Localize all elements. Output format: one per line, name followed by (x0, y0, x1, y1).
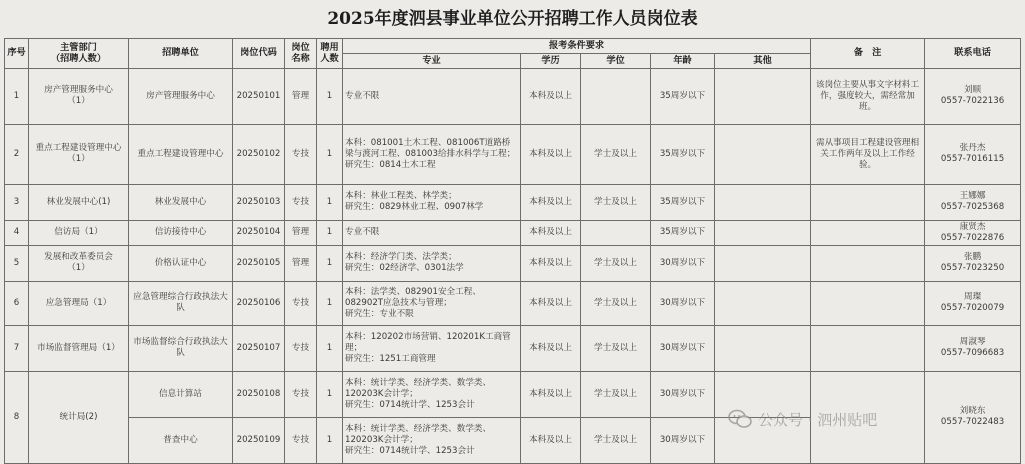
cell-count: 1 (317, 220, 343, 245)
header-requirements: 报考条件要求 (343, 39, 811, 54)
cell-edu: 本科及以上 (521, 417, 581, 463)
cell-age: 30周岁以下 (651, 281, 715, 325)
table-row (5, 220, 1021, 245)
cell-other (715, 325, 811, 371)
cell-code: 20250107 (233, 325, 285, 371)
cell-degree: 学士及以上 (581, 124, 651, 184)
cell-other (715, 281, 811, 325)
cell-dept: 重点工程建设管理中心（1） (29, 124, 129, 184)
cell-major: 专业不限 (343, 220, 521, 245)
cell-unit: 市场监督综合行政执法大队 (129, 325, 233, 371)
cell-post: 专技 (285, 184, 317, 220)
cell-count: 1 (317, 281, 343, 325)
cell-contact (925, 68, 1021, 124)
cell-contact (925, 184, 1021, 220)
header-code: 岗位代码 (233, 39, 285, 69)
cell-degree: 学士及以上 (581, 371, 651, 417)
contact-name: 刘晓东 (959, 406, 986, 417)
contact-name: 周璨 (963, 292, 982, 303)
job-table (4, 38, 1021, 464)
contact-name: 康贤杰 (959, 221, 986, 232)
cell-other (715, 124, 811, 184)
cell-post: 专技 (285, 325, 317, 371)
contact-name: 周淑琴 (959, 337, 986, 348)
table-row (5, 184, 1021, 220)
cell-seq: 1 (5, 68, 29, 124)
cell-contact (925, 220, 1021, 245)
cell-remark (811, 245, 925, 281)
cell-major: 专业不限 (343, 68, 521, 124)
cell-post: 专技 (285, 371, 317, 417)
header-degree: 学位 (581, 53, 651, 68)
cell-remark (811, 281, 925, 325)
cell-remark (811, 220, 925, 245)
cell-major: 本科：统计学类、经济学类、数学类、120203K会计学； 研究生：0714统计学、1253会计 (343, 371, 521, 417)
wechat-icon (728, 409, 752, 429)
contact-phone: 0557-7016115 (940, 154, 1005, 165)
cell-remark (811, 325, 925, 371)
cell-degree: 学士及以上 (581, 417, 651, 463)
cell-edu: 本科及以上 (521, 245, 581, 281)
cell-unit: 应急管理综合行政执法大队 (129, 281, 233, 325)
cell-edu: 本科及以上 (521, 371, 581, 417)
cell-dept: 信访局（1） (29, 220, 129, 245)
contact-phone: 0557-7022136 (940, 96, 1005, 107)
cell-unit: 价格认证中心 (129, 245, 233, 281)
contact-phone: 0557-7022483 (940, 417, 1005, 428)
header-other: 其他 (715, 53, 811, 68)
cell-seq: 6 (5, 281, 29, 325)
cell-edu: 本科及以上 (521, 325, 581, 371)
cell-contact (925, 281, 1021, 325)
header-phone: 联系电话 (925, 39, 1021, 69)
cell-contact (925, 325, 1021, 371)
cell-major: 本科：经济学门类、法学类； 研究生：02经济学、0301法学 (343, 245, 521, 281)
cell-post: 管理 (285, 220, 317, 245)
cell-remark: 该岗位主要从事文字材料工作，强度较大，需经常加班。 (811, 68, 925, 124)
cell-seq: 5 (5, 245, 29, 281)
cell-unit: 房产管理服务中心 (129, 68, 233, 124)
contact-phone: 0557-7096683 (940, 348, 1005, 359)
cell-post: 管理 (285, 68, 317, 124)
cell-other (715, 220, 811, 245)
contact-name: 张丹杰 (959, 143, 986, 154)
header-major: 专业 (343, 53, 521, 68)
cell-count: 1 (317, 245, 343, 281)
cell-major: 本科：081001土木工程、081006T道路桥梁与渡河工程、081003给排水科学与工程； 研究生：0814土木工程 (343, 124, 521, 184)
cell-age: 30周岁以下 (651, 371, 715, 417)
watermark-text: 公众号 · 泗州贴吧 (758, 410, 878, 429)
table-row (5, 325, 1021, 371)
cell-code: 20250106 (233, 281, 285, 325)
cell-code: 20250102 (233, 124, 285, 184)
contact-phone: 0557-7022876 (940, 232, 1005, 243)
contact-name: 王娜娜 (959, 191, 986, 202)
cell-degree: 学士及以上 (581, 245, 651, 281)
cell-dept: 林业发展中心(1) (29, 184, 129, 220)
page-title: 2025年度泗县事业单位公开招聘工作人员岗位表 (327, 9, 698, 29)
header-remark: 备 注 (811, 39, 925, 69)
header-dept: 主管部门 （招聘人数） (29, 39, 129, 69)
cell-unit: 普查中心 (129, 417, 233, 463)
cell-other (715, 184, 811, 220)
cell-edu: 本科及以上 (521, 184, 581, 220)
cell-edu: 本科及以上 (521, 220, 581, 245)
cell-count: 1 (317, 325, 343, 371)
cell-remark: 需从事项目工程建设管理相关工作两年及以上工作经验。 (811, 124, 925, 184)
header-edu: 学历 (521, 53, 581, 68)
cell-seq: 3 (5, 184, 29, 220)
cell-contact (925, 245, 1021, 281)
cell-seq: 7 (5, 325, 29, 371)
cell-major: 本科：法学类、082901安全工程、082902T应急技术与管理； 研究生：专业不限 (343, 281, 521, 325)
cell-age: 30周岁以下 (651, 325, 715, 371)
cell-code: 20250104 (233, 220, 285, 245)
contact-phone: 0557-7025368 (940, 202, 1005, 213)
cell-edu: 本科及以上 (521, 281, 581, 325)
contact-phone: 0557-7020079 (940, 303, 1005, 314)
cell-edu: 本科及以上 (521, 68, 581, 124)
cell-age: 35周岁以下 (651, 68, 715, 124)
cell-major: 本科：120202市场营销、120201K工商管理； 研究生：1251工商管理 (343, 325, 521, 371)
cell-post: 管理 (285, 245, 317, 281)
cell-dept: 房产管理服务中心 （1） (29, 68, 129, 124)
header-count: 聘用人数 (317, 39, 343, 69)
cell-post: 专技 (285, 281, 317, 325)
cell-age: 30周岁以下 (651, 417, 715, 463)
cell-contact (925, 371, 1021, 463)
cell-count: 1 (317, 371, 343, 417)
contact-name: 刘顺 (963, 85, 982, 96)
cell-code: 20250101 (233, 68, 285, 124)
cell-degree: 学士及以上 (581, 325, 651, 371)
cell-dept: 市场监督管理局（1） (29, 325, 129, 371)
cell-seq: 2 (5, 124, 29, 184)
cell-code: 20250108 (233, 371, 285, 417)
table-row (5, 68, 1021, 124)
cell-post: 专技 (285, 417, 317, 463)
cell-dept: 统计局(2) (29, 371, 129, 463)
cell-dept: 发展和改革委员会 （1） (29, 245, 129, 281)
cell-count: 1 (317, 184, 343, 220)
cell-major: 本科：统计学类、经济学类、数学类、120203K会计学； 研究生：0714统计学、1253会计 (343, 417, 521, 463)
cell-major: 本科：林业工程类、林学类； 研究生：0829林业工程、0907林学 (343, 184, 521, 220)
header-age: 年龄 (651, 53, 715, 68)
cell-degree: 学士及以上 (581, 281, 651, 325)
cell-seq: 8 (5, 371, 29, 463)
cell-age: 30周岁以下 (651, 245, 715, 281)
header-unit: 招聘单位 (129, 39, 233, 69)
cell-other (715, 245, 811, 281)
cell-unit: 信访接待中心 (129, 220, 233, 245)
header-post-name: 岗位名称 (285, 39, 317, 69)
table-row (5, 245, 1021, 281)
cell-code: 20250103 (233, 184, 285, 220)
cell-contact (925, 124, 1021, 184)
cell-unit: 信息计算站 (129, 371, 233, 417)
cell-count: 1 (317, 68, 343, 124)
cell-degree (581, 68, 651, 124)
cell-post: 专技 (285, 124, 317, 184)
cell-count: 1 (317, 124, 343, 184)
contact-phone: 0557-7023250 (940, 263, 1005, 274)
watermark (728, 406, 877, 432)
cell-age: 35周岁以下 (651, 220, 715, 245)
table-row (5, 281, 1021, 325)
cell-degree (581, 220, 651, 245)
cell-age: 35周岁以下 (651, 184, 715, 220)
cell-remark (811, 184, 925, 220)
cell-seq: 4 (5, 220, 29, 245)
table-row (5, 124, 1021, 184)
cell-count: 1 (317, 417, 343, 463)
cell-unit: 林业发展中心 (129, 184, 233, 220)
header-seq: 序号 (5, 39, 29, 69)
cell-unit: 重点工程建设管理中心 (129, 124, 233, 184)
cell-degree: 学士及以上 (581, 184, 651, 220)
cell-code: 20250109 (233, 417, 285, 463)
cell-edu: 本科及以上 (521, 124, 581, 184)
cell-code: 20250105 (233, 245, 285, 281)
cell-other (715, 68, 811, 124)
contact-name: 张鹏 (963, 252, 982, 263)
cell-dept: 应急管理局（1） (29, 281, 129, 325)
cell-age: 35周岁以下 (651, 124, 715, 184)
